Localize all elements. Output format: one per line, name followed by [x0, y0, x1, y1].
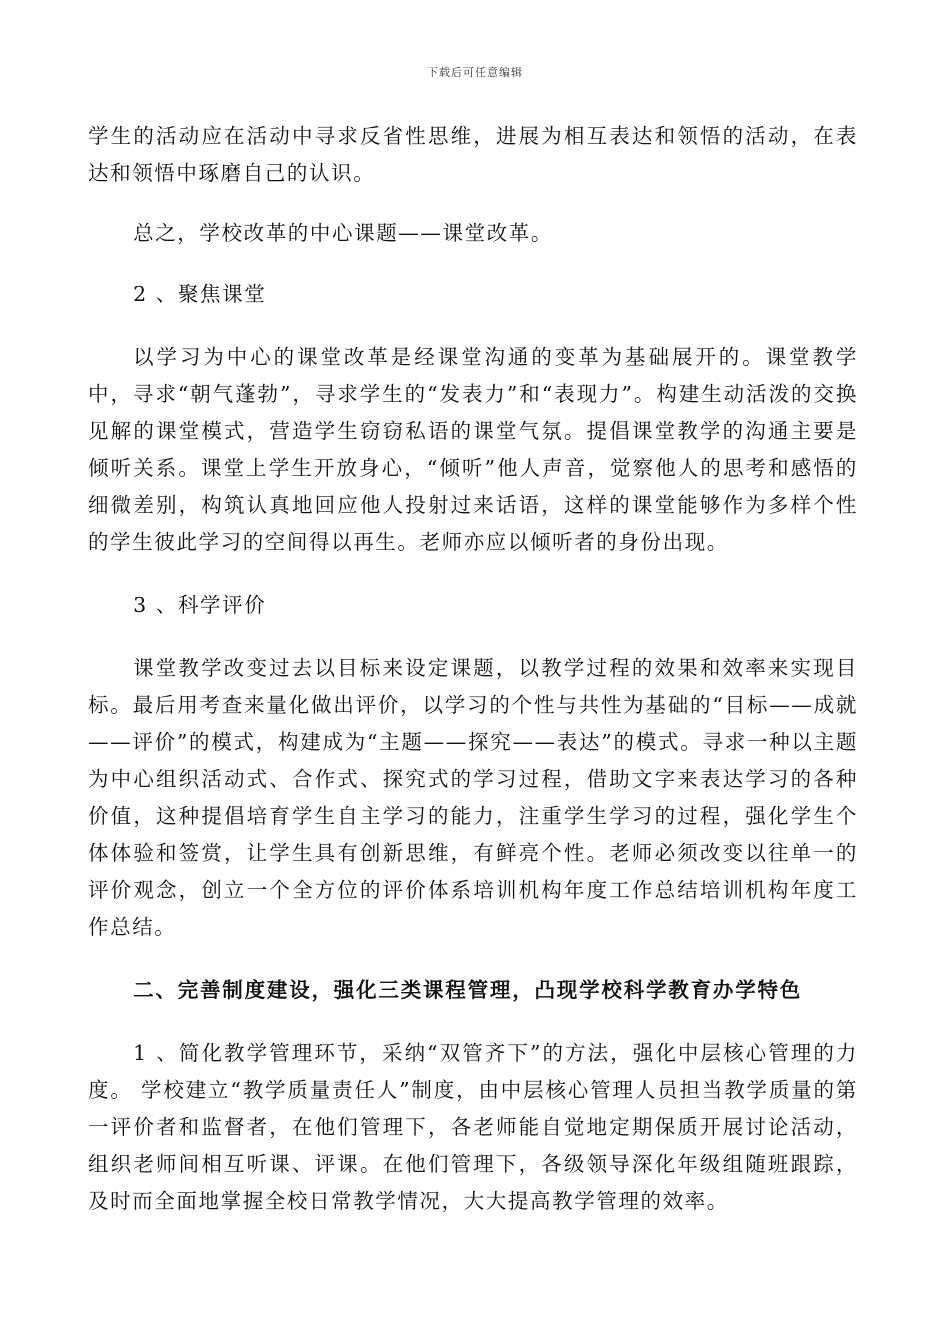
- paragraph-continuation: 学生的活动应在活动中寻求反省性思维，进展为相互表达和领悟的活动，在表达和领悟中琢磨自己的认识。: [88, 124, 858, 185]
- paragraph-classroom-reform: 以学习为中心的课堂改革是经课堂沟通的变革为基础展开的。课堂教学中，寻求“朝气蓬勃”，寻求学生的“发表力”和“表现力”。构建生动活泼的交换见解的课堂模式，营造学生窃窃私语的课堂气氛。提倡课堂教学的沟通主要是倾听关系。课堂上学生开放身心，“倾听”他人声音，觉察他人的思考和感悟的细微差别，构筑认真地回应他人投射过来话语，这样的课堂能够作为多样个性的学生彼此学习的空间得以再生。老师亦应以倾听者的身份出现。: [88, 345, 858, 554]
- section-heading-scientific-evaluation: 3 、科学评价: [133, 593, 267, 617]
- document-body: [88, 118, 858, 1220]
- paragraph-evaluation: 课堂教学改变过去以目标来设定课题，以教学过程的效果和效率来实现目标。最后用考查来量化做出评价，以学习的个性与共性为基础的“目标——成就 ——评价”的模式，构建成为“主题——探究——表达”的模式。寻求一种以主题为中心组织活动式、合作式、探究式的学习过程，借助文字来表达学习的各种价值，这种提倡培育学生自主学习的能力，注重学生学习的过程，强化学生个体体验和签赏，让学生具有创新思维，有鲜亮个性。老师必须改变以往单一的评价观念，创立一个全方位的评价体系培训机构年度工作总结培训机构年度工作总结。: [88, 656, 858, 939]
- page-header: 下载后可任意编辑: [427, 66, 523, 79]
- paragraph-summary: 总之，学校改革的中心课题——课堂改革。: [133, 221, 553, 245]
- chapter-heading-system-building: 二、完善制度建设，强化三类课程管理，凸现学校科学教育办学特色: [133, 978, 803, 1002]
- paragraph-management: 1 、简化教学管理环节，采纳“双管齐下”的方法，强化中层核心管理的力度。 学校建立“教学质量责任人”制度，由中层核心管理人员担当教学质量的第一评价者和监督者，在他们管理下，各老师能自觉地定期保质开展讨论活动，组织老师间相互听课、评课。在他们管理下，各级领导深化年级组随班跟踪，及时而全面地掌握全校日常教学情况，大大提高教学管理的效率。: [88, 1041, 858, 1213]
- section-heading-focus-classroom: 2 、聚焦课堂: [133, 282, 267, 306]
